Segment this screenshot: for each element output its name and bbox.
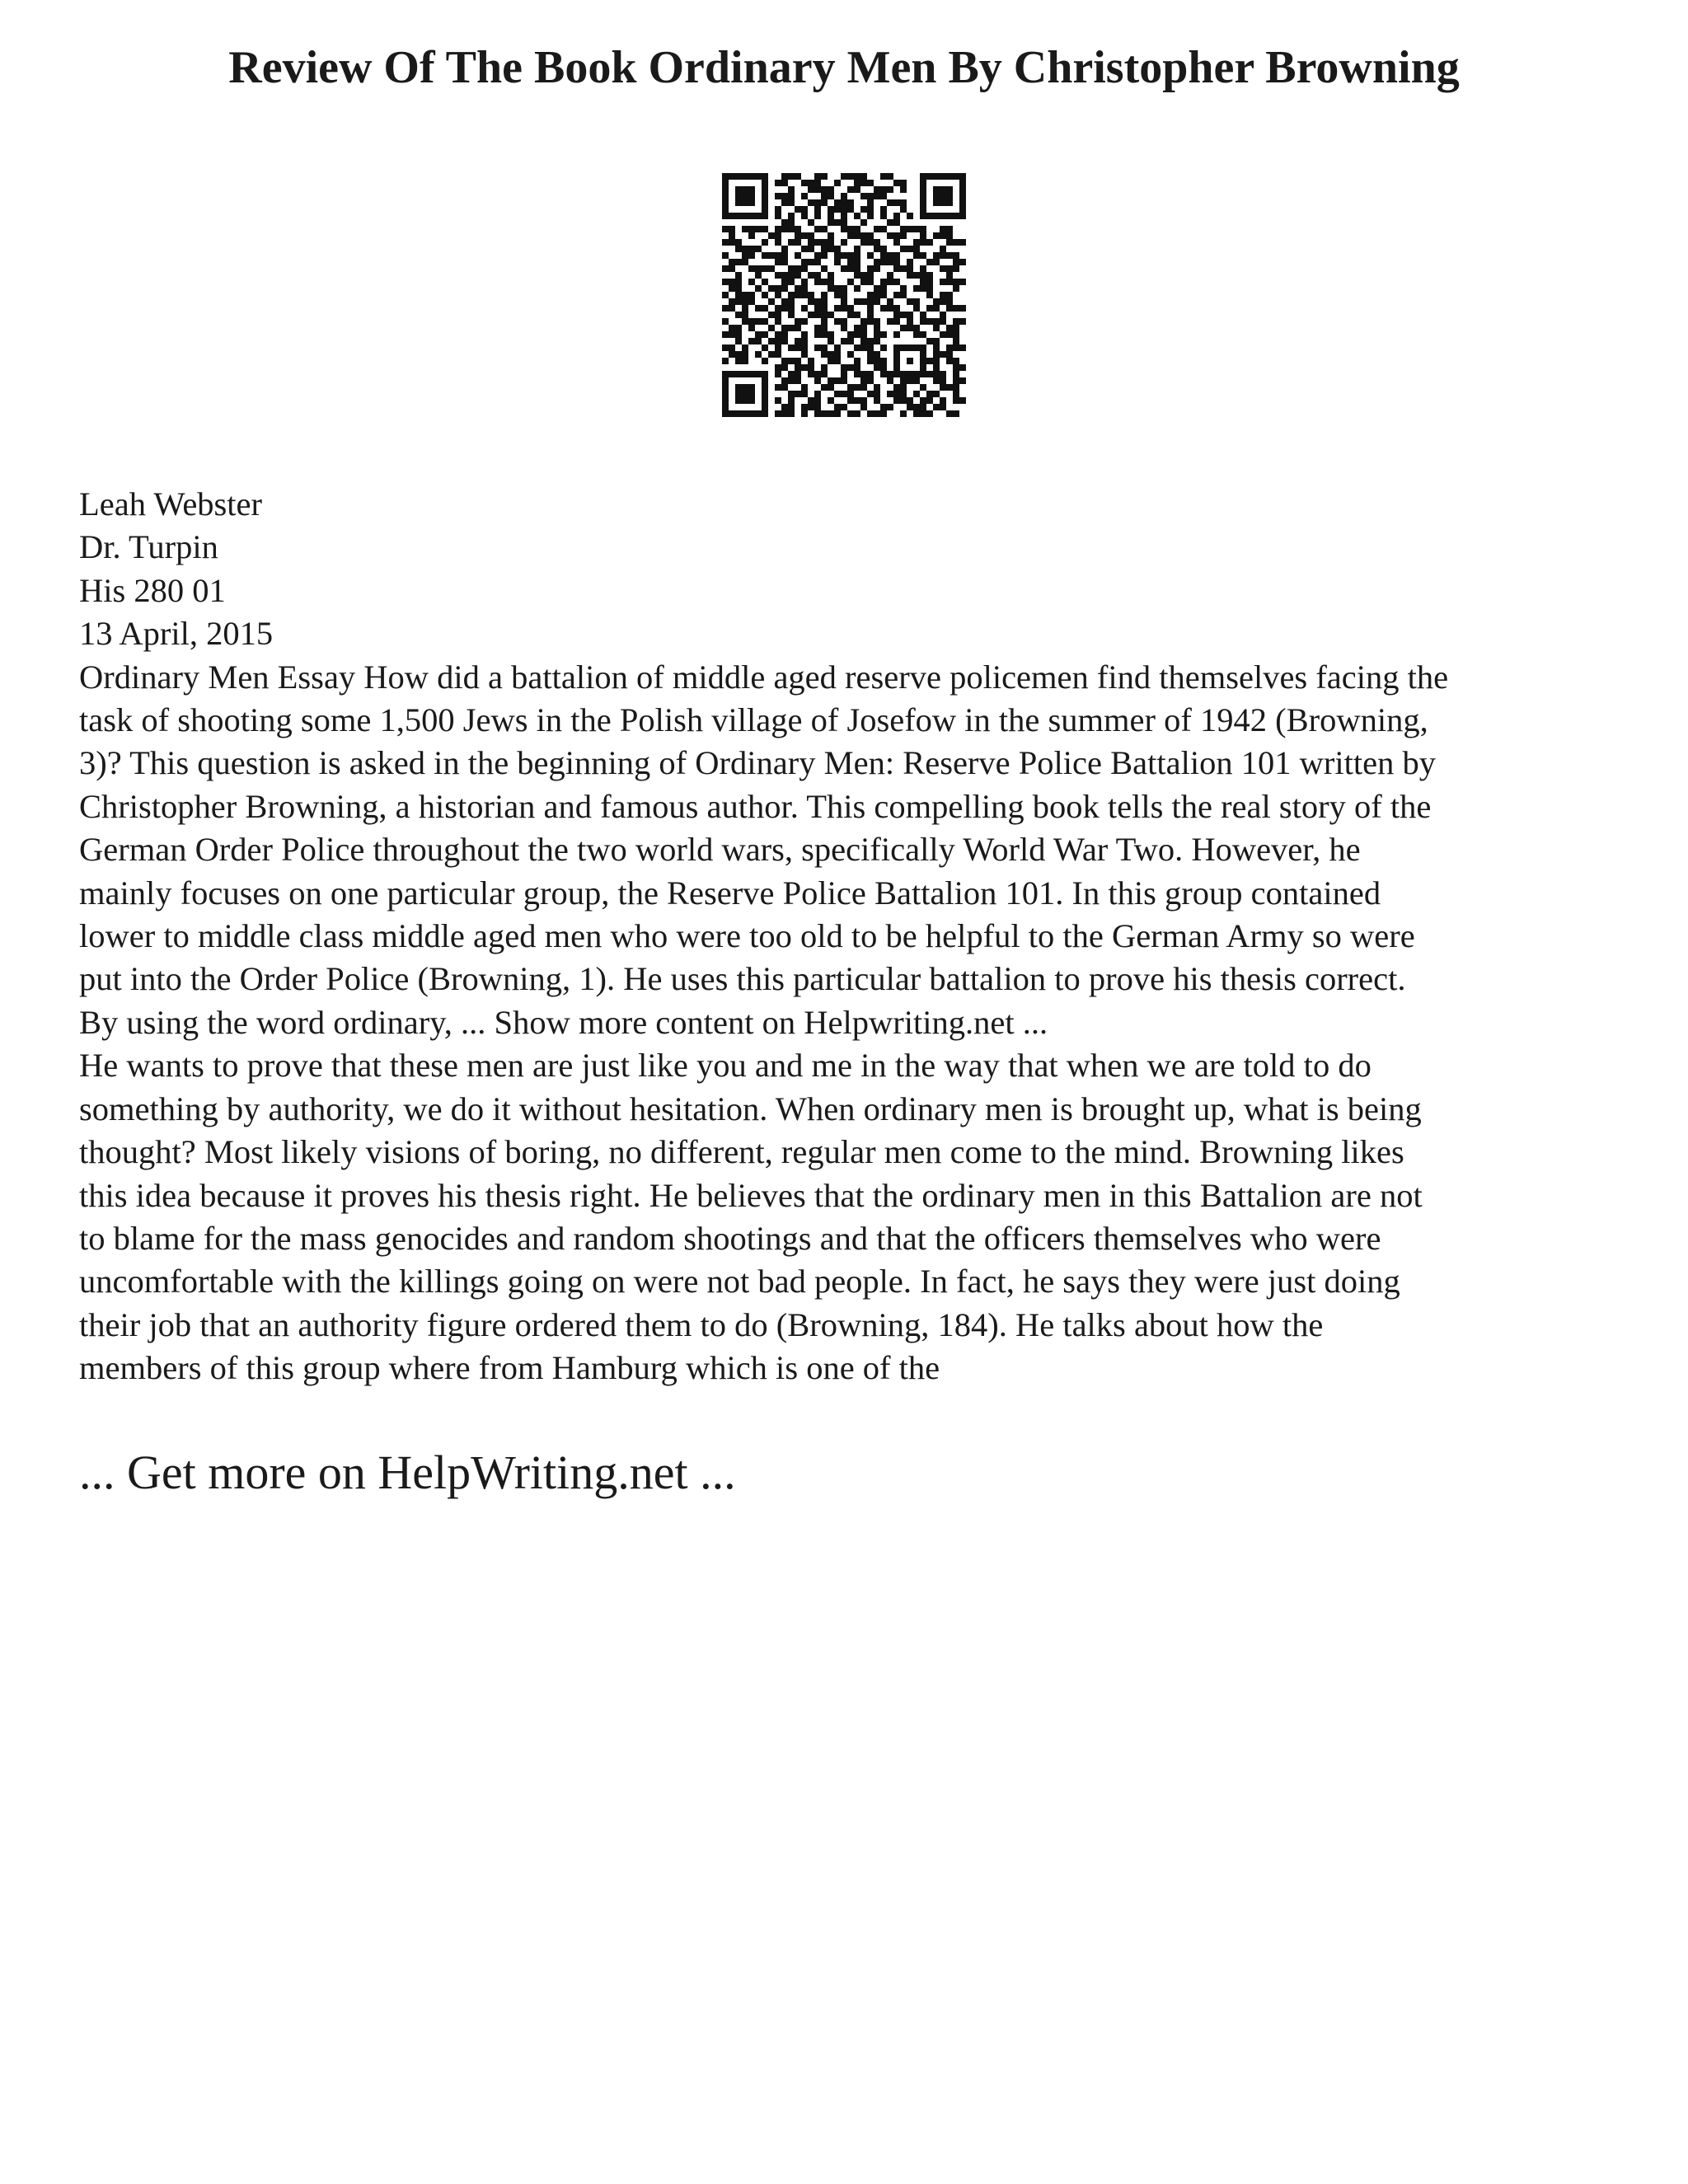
essay-date: 13 April, 2015 <box>79 615 274 653</box>
show-more-line: By using the word ordinary, ... Show more content on Helpwriting.net ... <box>79 1003 1048 1041</box>
course-code: His 280 01 <box>79 571 226 609</box>
author-info <box>79 483 1629 656</box>
paragraph-line: mainly focuses on one particular group, the Reserve Police Battalion 101. In this group contained <box>79 874 1381 912</box>
paragraph-line: their job that an authority figure ordered them to do (Browning, 184). He talks about how the <box>79 1305 1324 1343</box>
paragraph-2 <box>79 1044 1629 1390</box>
instructor-name: Dr. Turpin <box>79 528 218 566</box>
paragraph-line: this idea because it proves his thesis right. He believes that the ordinary men in this Battalion are not <box>79 1176 1423 1214</box>
paragraph-line: He wants to prove that these men are just like you and me in the way that when we are told to do <box>79 1047 1372 1085</box>
author-name: Leah Webster <box>79 485 263 523</box>
paragraph-line: to blame for the mass genocides and random shootings and that the officers themselves who were <box>79 1219 1381 1257</box>
paragraph-line: Ordinary Men Essay How did a battalion of middle aged reserve policemen find themselves facing the <box>79 658 1449 696</box>
paragraph-line: uncomfortable with the killings going on were not bad people. In fact, he says they were just doing <box>79 1263 1400 1301</box>
qr-code-icon <box>722 173 966 417</box>
paragraph-line: something by authority, we do it without hesitation. When ordinary men is brought up, what is being <box>79 1090 1422 1127</box>
get-more-link[interactable]: ... Get more on HelpWriting.net ... <box>79 1446 736 1499</box>
paragraph-line: put into the Order Police (Browning, 1). He uses this particular battalion to prove his thesis correct. <box>79 960 1406 998</box>
paragraph-line: members of this group where from Hamburg which is one of the <box>79 1349 940 1387</box>
paragraph-line: Christopher Browning, a historian and famous author. This compelling book tells the real story of the <box>79 787 1432 825</box>
paragraph-line: task of shooting some 1,500 Jews in the Polish village of Josefow in the summer of 1942 (Browning, <box>79 701 1428 739</box>
paragraph-line: lower to middle class middle aged men who were too old to be helpful to the German Army so were <box>79 917 1415 955</box>
paragraph-line: German Order Police throughout the two world wars, specifically World War Two. However, he <box>79 831 1361 869</box>
paragraph-line: 3)? This question is asked in the beginning of Ordinary Men: Reserve Police Battalion 101 written by <box>79 744 1436 782</box>
paragraph-line: thought? Most likely visions of boring, no different, regular men come to the mind. Browning likes <box>79 1133 1404 1171</box>
document-title: Review Of The Book Ordinary Men By Christopher Browning <box>228 42 1460 93</box>
paragraph-1 <box>79 656 1629 1045</box>
document-body <box>79 483 1629 1390</box>
